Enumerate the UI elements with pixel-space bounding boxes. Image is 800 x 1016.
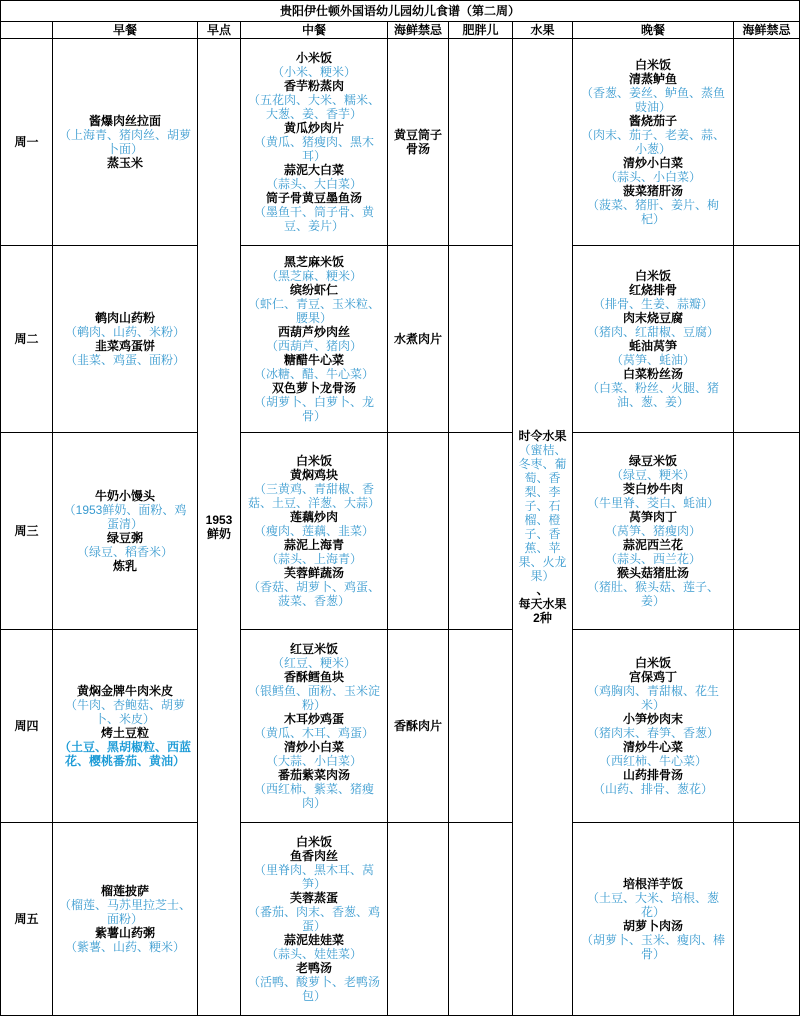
dinner-ingredients: （鸡胸肉、青甜椒、花生米） — [586, 684, 719, 712]
header-lunch-seafood-alternative: 海鲜禁忌 — [388, 22, 449, 39]
lunch-ingredients: （黑芝麻、粳米） — [265, 269, 362, 283]
lunch-cell — [241, 630, 388, 823]
breakfast-cell — [53, 630, 198, 823]
lunch-ingredients: （香菇、胡萝卜、鸡蛋、菠菜、香葱） — [247, 580, 380, 608]
fruit-cell — [513, 39, 573, 1016]
day-row — [1, 630, 800, 823]
dinner-ingredients: （菠菜、猪肝、姜片、枸杞） — [586, 198, 719, 226]
day-row — [1, 823, 800, 1016]
dinner-ingredients: （白菜、粉丝、火腿、猪油、葱、姜） — [586, 381, 719, 409]
lunch-ingredients: （蒜头、娃娃菜） — [265, 947, 362, 961]
lunch-dish-name: 黄焖鸡块 — [289, 468, 338, 482]
lunch-dish-name: 黑芝麻米饭 — [283, 255, 344, 269]
breakfast-dish-name: 牛奶小馒头 — [94, 489, 155, 503]
dinner-dish-name: 清炒牛心菜 — [622, 740, 683, 754]
dinner-seafood-alternative — [734, 630, 800, 823]
lunch-ingredients: （五花肉、大米、糯米、大葱、姜、香芋） — [247, 93, 380, 121]
lunch-dish-name: 蒜泥娃娃菜 — [283, 933, 344, 947]
lunch-seafood-alternative: 黄豆筒子骨汤 — [388, 39, 449, 246]
fruit-daily-note: 每天水果2种 — [518, 597, 567, 625]
dinner-ingredients: （排骨、生姜、蒜瓣） — [592, 297, 713, 311]
dinner-dish-name: 菠菜猪肝汤 — [622, 184, 683, 198]
dinner-ingredients: （土豆、大米、培根、葱花） — [586, 891, 719, 919]
dinner-dish-name: 清炒小白菜 — [622, 156, 683, 170]
breakfast-dish-name: 炼乳 — [112, 559, 137, 573]
fruit-ingredients: （蜜桔、冬枣、葡萄、香梨、李子、石榴、橙子、香蕉、苹果、火龙果） — [518, 443, 567, 583]
dinner-cell — [573, 630, 734, 823]
lunch-dish-name: 芙蓉蒸蛋 — [289, 891, 338, 905]
breakfast-ingredients: （牛肉、杏鲍菇、胡萝卜、米皮） — [64, 698, 185, 726]
lunch-seafood-alternative: 水煮肉片 — [388, 246, 449, 433]
lunch-dish-name: 白米饭 — [295, 454, 332, 468]
dinner-dish-name: 宫保鸡丁 — [628, 670, 677, 684]
breakfast-ingredients: （上海青、猪肉丝、胡萝卜面） — [58, 128, 191, 156]
dinner-ingredients: （西红柿、牛心菜） — [598, 754, 707, 768]
lunch-ingredients: （小米、粳米） — [271, 65, 356, 79]
breakfast-dish-name: 榴莲披萨 — [100, 884, 149, 898]
lunch-dish-name: 缤纷虾仁 — [289, 283, 338, 297]
lunch-dish-name: 老鸭汤 — [295, 961, 332, 975]
lunch-seafood-alternative: 香酥肉片 — [388, 630, 449, 823]
dinner-dish-name: 小笋炒肉末 — [622, 712, 683, 726]
breakfast-dish-name: 绿豆粥 — [106, 531, 143, 545]
dinner-dish-name: 绿豆米饭 — [628, 454, 677, 468]
lunch-dish-name: 清炒小白菜 — [283, 740, 344, 754]
lunch-cell — [241, 823, 388, 1016]
dinner-seafood-alternative — [734, 433, 800, 630]
day-label: 周一 — [1, 39, 53, 246]
dinner-dish-name: 白菜粉丝汤 — [622, 367, 683, 381]
lunch-cell — [241, 39, 388, 246]
dinner-dish-name: 酱烧茄子 — [628, 114, 677, 128]
dinner-ingredients: （绿豆、粳米） — [610, 468, 695, 482]
dinner-dish-name: 培根洋芋饭 — [622, 877, 683, 891]
lunch-dish-name: 双色萝卜龙骨汤 — [271, 381, 356, 395]
breakfast-dish-name: 蒸玉米 — [106, 156, 143, 170]
dinner-ingredients: （猪肉末、春笋、香葱） — [586, 726, 719, 740]
lunch-dish-name: 红豆米饭 — [289, 642, 338, 656]
lunch-ingredients: （蒜头、上海青） — [265, 552, 362, 566]
dinner-seafood-alternative — [734, 246, 800, 433]
breakfast-ingredients: （鹌肉、山药、米粉） — [64, 325, 185, 339]
breakfast-cell — [53, 246, 198, 433]
dinner-dish-name: 白米饭 — [634, 656, 671, 670]
lunch-cell — [241, 246, 388, 433]
lunch-dish-name: 白米饭 — [295, 835, 332, 849]
lunch-dish-name: 莲藕炒肉 — [289, 510, 338, 524]
header-dinner-seafood-alternative: 海鲜禁忌 — [734, 22, 800, 39]
breakfast-ingredients: （紫薯、山药、粳米） — [64, 940, 185, 954]
dinner-dish-name: 猴头菇猪肚汤 — [616, 566, 689, 580]
lunch-cell — [241, 433, 388, 630]
obese-child-cell — [449, 823, 513, 1016]
dinner-seafood-alternative — [734, 823, 800, 1016]
lunch-ingredients: （西葫芦、猪肉） — [265, 339, 362, 353]
breakfast-ingredients: （韭菜、鸡蛋、面粉） — [64, 353, 185, 367]
header-breakfast: 早餐 — [53, 22, 198, 39]
breakfast-ingredients: （榴莲、马苏里拉芝士、面粉） — [58, 898, 191, 926]
lunch-dish-name: 木耳炒鸡蛋 — [283, 712, 344, 726]
lunch-dish-name: 鱼香肉丝 — [289, 849, 338, 863]
fruit-title: 时令水果 — [518, 429, 567, 443]
lunch-ingredients: （冰糖、醋、牛心菜） — [253, 367, 374, 381]
dinner-ingredients: （山药、排骨、葱花） — [592, 782, 713, 796]
breakfast-dish-name: 酱爆肉丝拉面 — [88, 114, 161, 128]
day-row — [1, 433, 800, 630]
lunch-dish-name: 香酥鳕鱼块 — [283, 670, 344, 684]
lunch-dish-name: 香芋粉蒸肉 — [283, 79, 344, 93]
morning-snack-cell: 1953鲜奶 — [198, 39, 241, 1016]
dinner-dish-name: 红烧排骨 — [628, 283, 677, 297]
lunch-dish-name: 黄瓜炒肉片 — [283, 121, 344, 135]
dinner-ingredients: （蒜头、西兰花） — [604, 552, 701, 566]
lunch-ingredients: （活鸭、酸萝卜、老鸭汤包） — [247, 975, 380, 1003]
day-label: 周五 — [1, 823, 53, 1016]
lunch-ingredients: （西红柿、紫菜、猪瘦肉） — [253, 782, 374, 810]
breakfast-ingredients: （绿豆、稻香米） — [76, 545, 173, 559]
obese-child-cell — [449, 246, 513, 433]
breakfast-cell — [53, 433, 198, 630]
lunch-ingredients: （三黄鸡、青甜椒、香菇、土豆、洋葱、大蒜） — [247, 482, 380, 510]
lunch-ingredients: （蒜头、大白菜） — [265, 177, 362, 191]
title-row — [1, 1, 800, 22]
lunch-dish-name: 小米饭 — [295, 51, 332, 65]
lunch-ingredients: （墨鱼干、筒子骨、黄豆、姜片） — [253, 205, 374, 233]
breakfast-dish-name: 黄焖金牌牛肉米皮 — [76, 684, 173, 698]
day-label: 周三 — [1, 433, 53, 630]
day-label: 周四 — [1, 630, 53, 823]
dinner-dish-name: 白米饭 — [634, 58, 671, 72]
obese-child-cell — [449, 433, 513, 630]
dinner-ingredients: （猪肉、红甜椒、豆腐） — [586, 325, 719, 339]
dinner-ingredients: （香葱、姜丝、鲈鱼、蒸鱼豉油） — [580, 86, 725, 114]
page-title: 贵阳伊仕顿外国语幼儿园幼儿食谱（第二周） — [1, 1, 800, 22]
dinner-dish-name: 白米饭 — [634, 269, 671, 283]
dinner-dish-name: 胡萝卜肉汤 — [622, 919, 683, 933]
breakfast-dish-name: 烤土豆粒 — [100, 726, 149, 740]
breakfast-cell — [53, 823, 198, 1016]
obese-child-cell — [449, 39, 513, 246]
dinner-dish-name: 蚝油莴笋 — [628, 339, 677, 353]
lunch-dish-name: 蒜泥大白菜 — [283, 163, 344, 177]
dinner-ingredients: （胡萝卜、玉米、瘦肉、棒骨） — [580, 933, 725, 961]
lunch-dish-name: 糖醋牛心菜 — [283, 353, 344, 367]
lunch-ingredients: （番茄、肉末、香葱、鸡蛋） — [247, 905, 380, 933]
dinner-ingredients: （蒜头、小白菜） — [604, 170, 701, 184]
lunch-dish-name: 蒜泥上海青 — [283, 538, 344, 552]
header-obese-child: 肥胖儿 — [449, 22, 513, 39]
dinner-ingredients: （肉末、茄子、老姜、蒜、小葱） — [580, 128, 725, 156]
column-header-row — [1, 22, 800, 39]
dinner-cell — [573, 246, 734, 433]
dinner-dish-name: 茭白炒牛肉 — [622, 482, 683, 496]
lunch-seafood-alternative — [388, 823, 449, 1016]
lunch-ingredients: （胡萝卜、白萝卜、龙骨） — [253, 395, 374, 423]
dinner-cell — [573, 433, 734, 630]
breakfast-dish-name: 鹌肉山药粉 — [94, 311, 155, 325]
dinner-cell — [573, 39, 734, 246]
breakfast-cell — [53, 39, 198, 246]
lunch-ingredients: （黄瓜、木耳、鸡蛋） — [253, 726, 374, 740]
day-row — [1, 39, 800, 246]
lunch-ingredients: （银鳕鱼、面粉、玉米淀粉） — [247, 684, 380, 712]
dinner-ingredients: （莴笋、蚝油） — [610, 353, 695, 367]
dinner-ingredients: （牛里脊、茭白、蚝油） — [586, 496, 719, 510]
lunch-dish-name: 芙蓉鲜蔬汤 — [283, 566, 344, 580]
dinner-seafood-alternative — [734, 39, 800, 246]
dinner-dish-name: 肉末烧豆腐 — [622, 311, 683, 325]
lunch-ingredients: （黄瓜、猪瘦肉、黑木耳） — [253, 135, 374, 163]
day-row — [1, 246, 800, 433]
day-label: 周二 — [1, 246, 53, 433]
header-morning-snack: 早点 — [198, 22, 241, 39]
header-fruit: 水果 — [513, 22, 573, 39]
header-day-corner — [1, 22, 53, 39]
fruit-separator: 、 — [536, 583, 549, 597]
header-dinner: 晚餐 — [573, 22, 734, 39]
lunch-ingredients: （红豆、粳米） — [271, 656, 356, 670]
breakfast-dish-name: 紫薯山药粥 — [94, 926, 155, 940]
lunch-ingredients: （瘦肉、莲藕、韭菜） — [253, 524, 374, 538]
obese-child-cell — [449, 630, 513, 823]
lunch-ingredients: （虾仁、青豆、玉米粒、腰果） — [247, 297, 380, 325]
lunch-ingredients: （大蒜、小白菜） — [265, 754, 362, 768]
lunch-seafood-alternative — [388, 433, 449, 630]
dinner-cell — [573, 823, 734, 1016]
dinner-dish-name: 莴笋肉丁 — [628, 510, 677, 524]
breakfast-ingredients: （1953鲜奶、面粉、鸡蛋清） — [63, 503, 187, 531]
breakfast-dish-name: 韭菜鸡蛋饼 — [94, 339, 155, 353]
header-lunch: 中餐 — [241, 22, 388, 39]
dinner-dish-name: 蒜泥西兰花 — [622, 538, 683, 552]
dinner-dish-name: 山药排骨汤 — [622, 768, 683, 782]
dinner-dish-name: 清蒸鲈鱼 — [628, 72, 677, 86]
breakfast-ingredients: （土豆、黑胡椒粒、西蓝花、樱桃番茄、黄油） — [58, 740, 191, 768]
menu-body — [1, 39, 800, 1016]
lunch-dish-name: 筒子骨黄豆墨鱼汤 — [265, 191, 362, 205]
lunch-dish-name: 番茄紫菜肉汤 — [277, 768, 350, 782]
lunch-dish-name: 西葫芦炒肉丝 — [277, 325, 350, 339]
lunch-ingredients: （里脊肉、黑木耳、莴笋） — [253, 863, 374, 891]
dinner-ingredients: （莴笋、猪瘦肉） — [604, 524, 701, 538]
dinner-ingredients: （猪肚、猴头菇、莲子、姜） — [586, 580, 719, 608]
